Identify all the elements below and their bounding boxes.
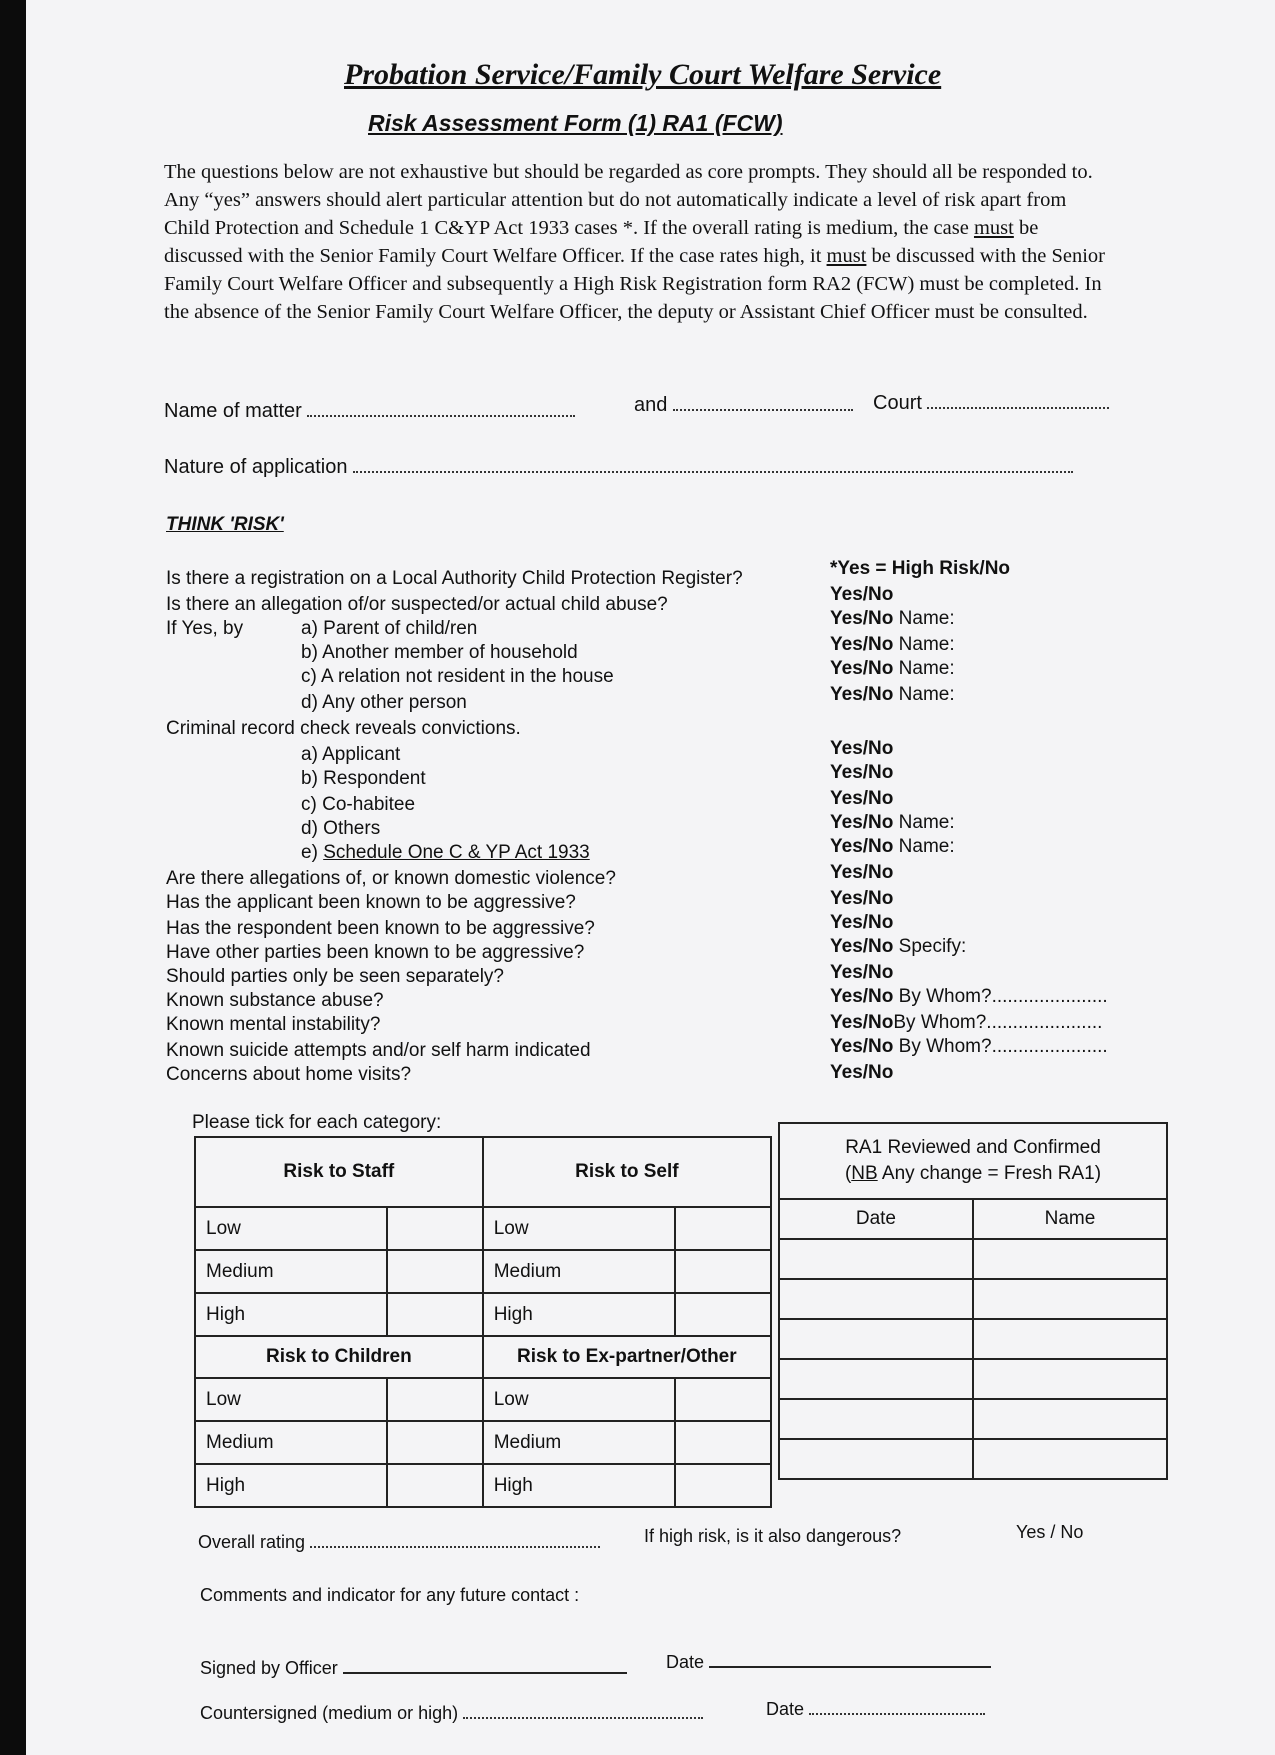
review-date-cell[interactable] xyxy=(779,1439,973,1479)
children-high-tick[interactable] xyxy=(387,1464,483,1507)
review-date-cell[interactable] xyxy=(779,1359,973,1399)
question-text: Have other parties been known to be aggressive? xyxy=(166,942,585,963)
question-text: Is there a registration on a Local Authority Child Protection Register? xyxy=(166,568,743,589)
risk-to-staff-header: Risk to Staff xyxy=(195,1137,483,1207)
nature-of-application-field[interactable]: Nature of application xyxy=(164,456,1073,479)
court-field[interactable]: Court xyxy=(873,392,1109,415)
expartner-medium-tick[interactable] xyxy=(675,1421,771,1464)
countersigned-date-field[interactable]: Date xyxy=(766,1699,985,1720)
question-subitem: b) Respondent xyxy=(301,768,426,789)
review-name-cell[interactable] xyxy=(973,1359,1167,1399)
question-subitem: e) Schedule One C & YP Act 1933 xyxy=(301,842,590,863)
question-subitem: b) Another member of household xyxy=(301,642,578,663)
children-medium-label: Medium xyxy=(195,1421,387,1464)
signed-date-field[interactable]: Date xyxy=(666,1652,991,1673)
answer-yes-no[interactable]: Yes/No xyxy=(830,788,894,809)
question-text: Are there allegations of, or known domestic violence? xyxy=(166,868,616,889)
self-medium-tick[interactable] xyxy=(675,1250,771,1293)
staff-low-label: Low xyxy=(195,1207,387,1250)
answer-yes-no[interactable]: Yes/No By Whom?...................... xyxy=(830,986,1108,1007)
answer-yes-no[interactable]: Yes/No Name: xyxy=(830,658,955,679)
question-text: Is there an allegation of/or suspected/or actual child abuse? xyxy=(166,594,668,615)
dangerous-question: If high risk, is it also dangerous? xyxy=(644,1526,902,1546)
answer-yes-no[interactable]: Yes/No Name: xyxy=(830,812,955,833)
comments-label: Comments and indicator for any future contact : xyxy=(200,1585,580,1605)
self-high-tick[interactable] xyxy=(675,1293,771,1336)
review-date-cell[interactable] xyxy=(779,1239,973,1279)
name-of-matter-field[interactable]: Name of matter xyxy=(164,400,575,423)
question-text: Concerns about home visits? xyxy=(166,1064,412,1085)
risk-to-expartner-header: Risk to Ex-partner/Other xyxy=(483,1336,771,1378)
self-low-tick[interactable] xyxy=(675,1207,771,1250)
form-title: Probation Service/Family Court Welfare Service xyxy=(344,58,942,91)
answer-yes-no[interactable]: Yes/No xyxy=(830,912,894,933)
staff-high-label: High xyxy=(195,1293,387,1336)
expartner-low-tick[interactable] xyxy=(675,1378,771,1421)
answer-yes-no[interactable]: Yes/No xyxy=(830,888,894,909)
children-low-tick[interactable] xyxy=(387,1378,483,1421)
tick-instruction: Please tick for each category: xyxy=(192,1112,442,1133)
staff-medium-tick[interactable] xyxy=(387,1250,483,1293)
answer-yes-no[interactable]: Yes/No By Whom?...................... xyxy=(830,1036,1108,1057)
answer-yes-no[interactable]: Yes/No xyxy=(830,738,894,759)
review-date-header: Date xyxy=(779,1199,973,1239)
staff-medium-label: Medium xyxy=(195,1250,387,1293)
self-medium-label: Medium xyxy=(483,1250,675,1293)
dangerous-yes-no[interactable]: Yes / No xyxy=(1016,1522,1084,1542)
answer-yes-no[interactable]: Yes/No xyxy=(830,962,894,983)
answer-yes-no[interactable]: Yes/No xyxy=(830,762,894,783)
question-subitem: d) Any other person xyxy=(301,692,467,713)
review-date-cell[interactable] xyxy=(779,1399,973,1439)
countersigned-field[interactable]: Countersigned (medium or high) xyxy=(200,1703,703,1724)
expartner-high-label: High xyxy=(483,1464,675,1507)
staff-low-tick[interactable] xyxy=(387,1207,483,1250)
question-subitem: a) Applicant xyxy=(301,744,401,765)
question-text: If Yes, by xyxy=(166,618,244,639)
children-high-label: High xyxy=(195,1464,387,1507)
question-subitem: a) Parent of child/ren xyxy=(301,618,478,639)
review-header: RA1 Reviewed and Confirmed (NB Any change = Fresh RA1) xyxy=(779,1123,1167,1199)
form-subtitle: Risk Assessment Form (1) RA1 (FCW) xyxy=(368,110,783,136)
question-text: Criminal record check reveals convictions. xyxy=(166,718,521,739)
answer-yes-no[interactable]: Yes/No Specify: xyxy=(830,936,967,957)
answer-yes-no[interactable]: Yes/NoBy Whom?...................... xyxy=(830,1012,1103,1033)
review-table xyxy=(778,1122,1168,1480)
review-date-cell[interactable] xyxy=(779,1279,973,1319)
risk-to-children-header: Risk to Children xyxy=(195,1336,483,1378)
question-text: Known suicide attempts and/or self harm indicated xyxy=(166,1040,591,1061)
self-low-label: Low xyxy=(483,1207,675,1250)
overall-rating-field[interactable]: Overall rating xyxy=(198,1532,600,1553)
answer-yes-no[interactable]: Yes/No Name: xyxy=(830,634,955,655)
expartner-low-label: Low xyxy=(483,1378,675,1421)
answer-yes-no[interactable]: Yes/No xyxy=(830,584,894,605)
review-name-cell[interactable] xyxy=(973,1439,1167,1479)
answer-yes-no[interactable]: Yes/No xyxy=(830,862,894,883)
question-subitem: d) Others xyxy=(301,818,381,839)
answer-yes-no[interactable]: Yes/No Name: xyxy=(830,608,955,629)
answer-yes-no[interactable]: *Yes = High Risk/No xyxy=(830,558,1011,579)
signed-by-officer-field[interactable]: Signed by Officer xyxy=(200,1658,627,1679)
children-medium-tick[interactable] xyxy=(387,1421,483,1464)
question-text: Has the applicant been known to be aggressive? xyxy=(166,892,576,913)
answer-yes-no[interactable]: Yes/No xyxy=(830,1062,894,1083)
form-page xyxy=(26,0,1275,1755)
review-name-cell[interactable] xyxy=(973,1319,1167,1359)
question-text: Known substance abuse? xyxy=(166,990,384,1011)
answer-yes-no[interactable]: Yes/No Name: xyxy=(830,836,955,857)
expartner-medium-label: Medium xyxy=(483,1421,675,1464)
children-low-label: Low xyxy=(195,1378,387,1421)
risk-table xyxy=(194,1136,772,1508)
and-field[interactable]: and xyxy=(634,394,853,417)
question-text: Should parties only be seen separately? xyxy=(166,966,505,987)
question-subitem: c) Co-habitee xyxy=(301,794,416,815)
answer-yes-no[interactable]: Yes/No Name: xyxy=(830,684,955,705)
question-subitem: c) A relation not resident in the house xyxy=(301,666,614,687)
review-name-header: Name xyxy=(973,1199,1167,1239)
review-name-cell[interactable] xyxy=(973,1279,1167,1319)
think-risk-heading: THINK 'RISK' xyxy=(166,514,284,535)
question-text: Has the respondent been known to be aggressive? xyxy=(166,918,595,939)
question-text: Known mental instability? xyxy=(166,1014,381,1035)
risk-to-self-header: Risk to Self xyxy=(483,1137,771,1207)
staff-high-tick[interactable] xyxy=(387,1293,483,1336)
self-high-label: High xyxy=(483,1293,675,1336)
review-name-cell[interactable] xyxy=(973,1239,1167,1279)
expartner-high-tick[interactable] xyxy=(675,1464,771,1507)
review-name-cell[interactable] xyxy=(973,1399,1167,1439)
intro-paragraph: The questions below are not exhaustive but should be regarded as core prompts. They should all be responded to. Any “yes” answers should alert particular attention but do not automatically indicate a level of risk apart from Child Protection and Schedule 1 C&YP Act 1933 cases *. If the overall rating is medium, the case must be discussed with the Senior Family Court Welfare Officer. If the case rates high, it must be discussed with the Senior Family Court Welfare Officer and subsequently a High Risk Registration form RA2 (FCW) must be completed. In the absence of the Senior Family Court Welfare Officer, the deputy or Assistant Chief Officer must be consulted. xyxy=(164,161,1105,323)
review-date-cell[interactable] xyxy=(779,1319,973,1359)
